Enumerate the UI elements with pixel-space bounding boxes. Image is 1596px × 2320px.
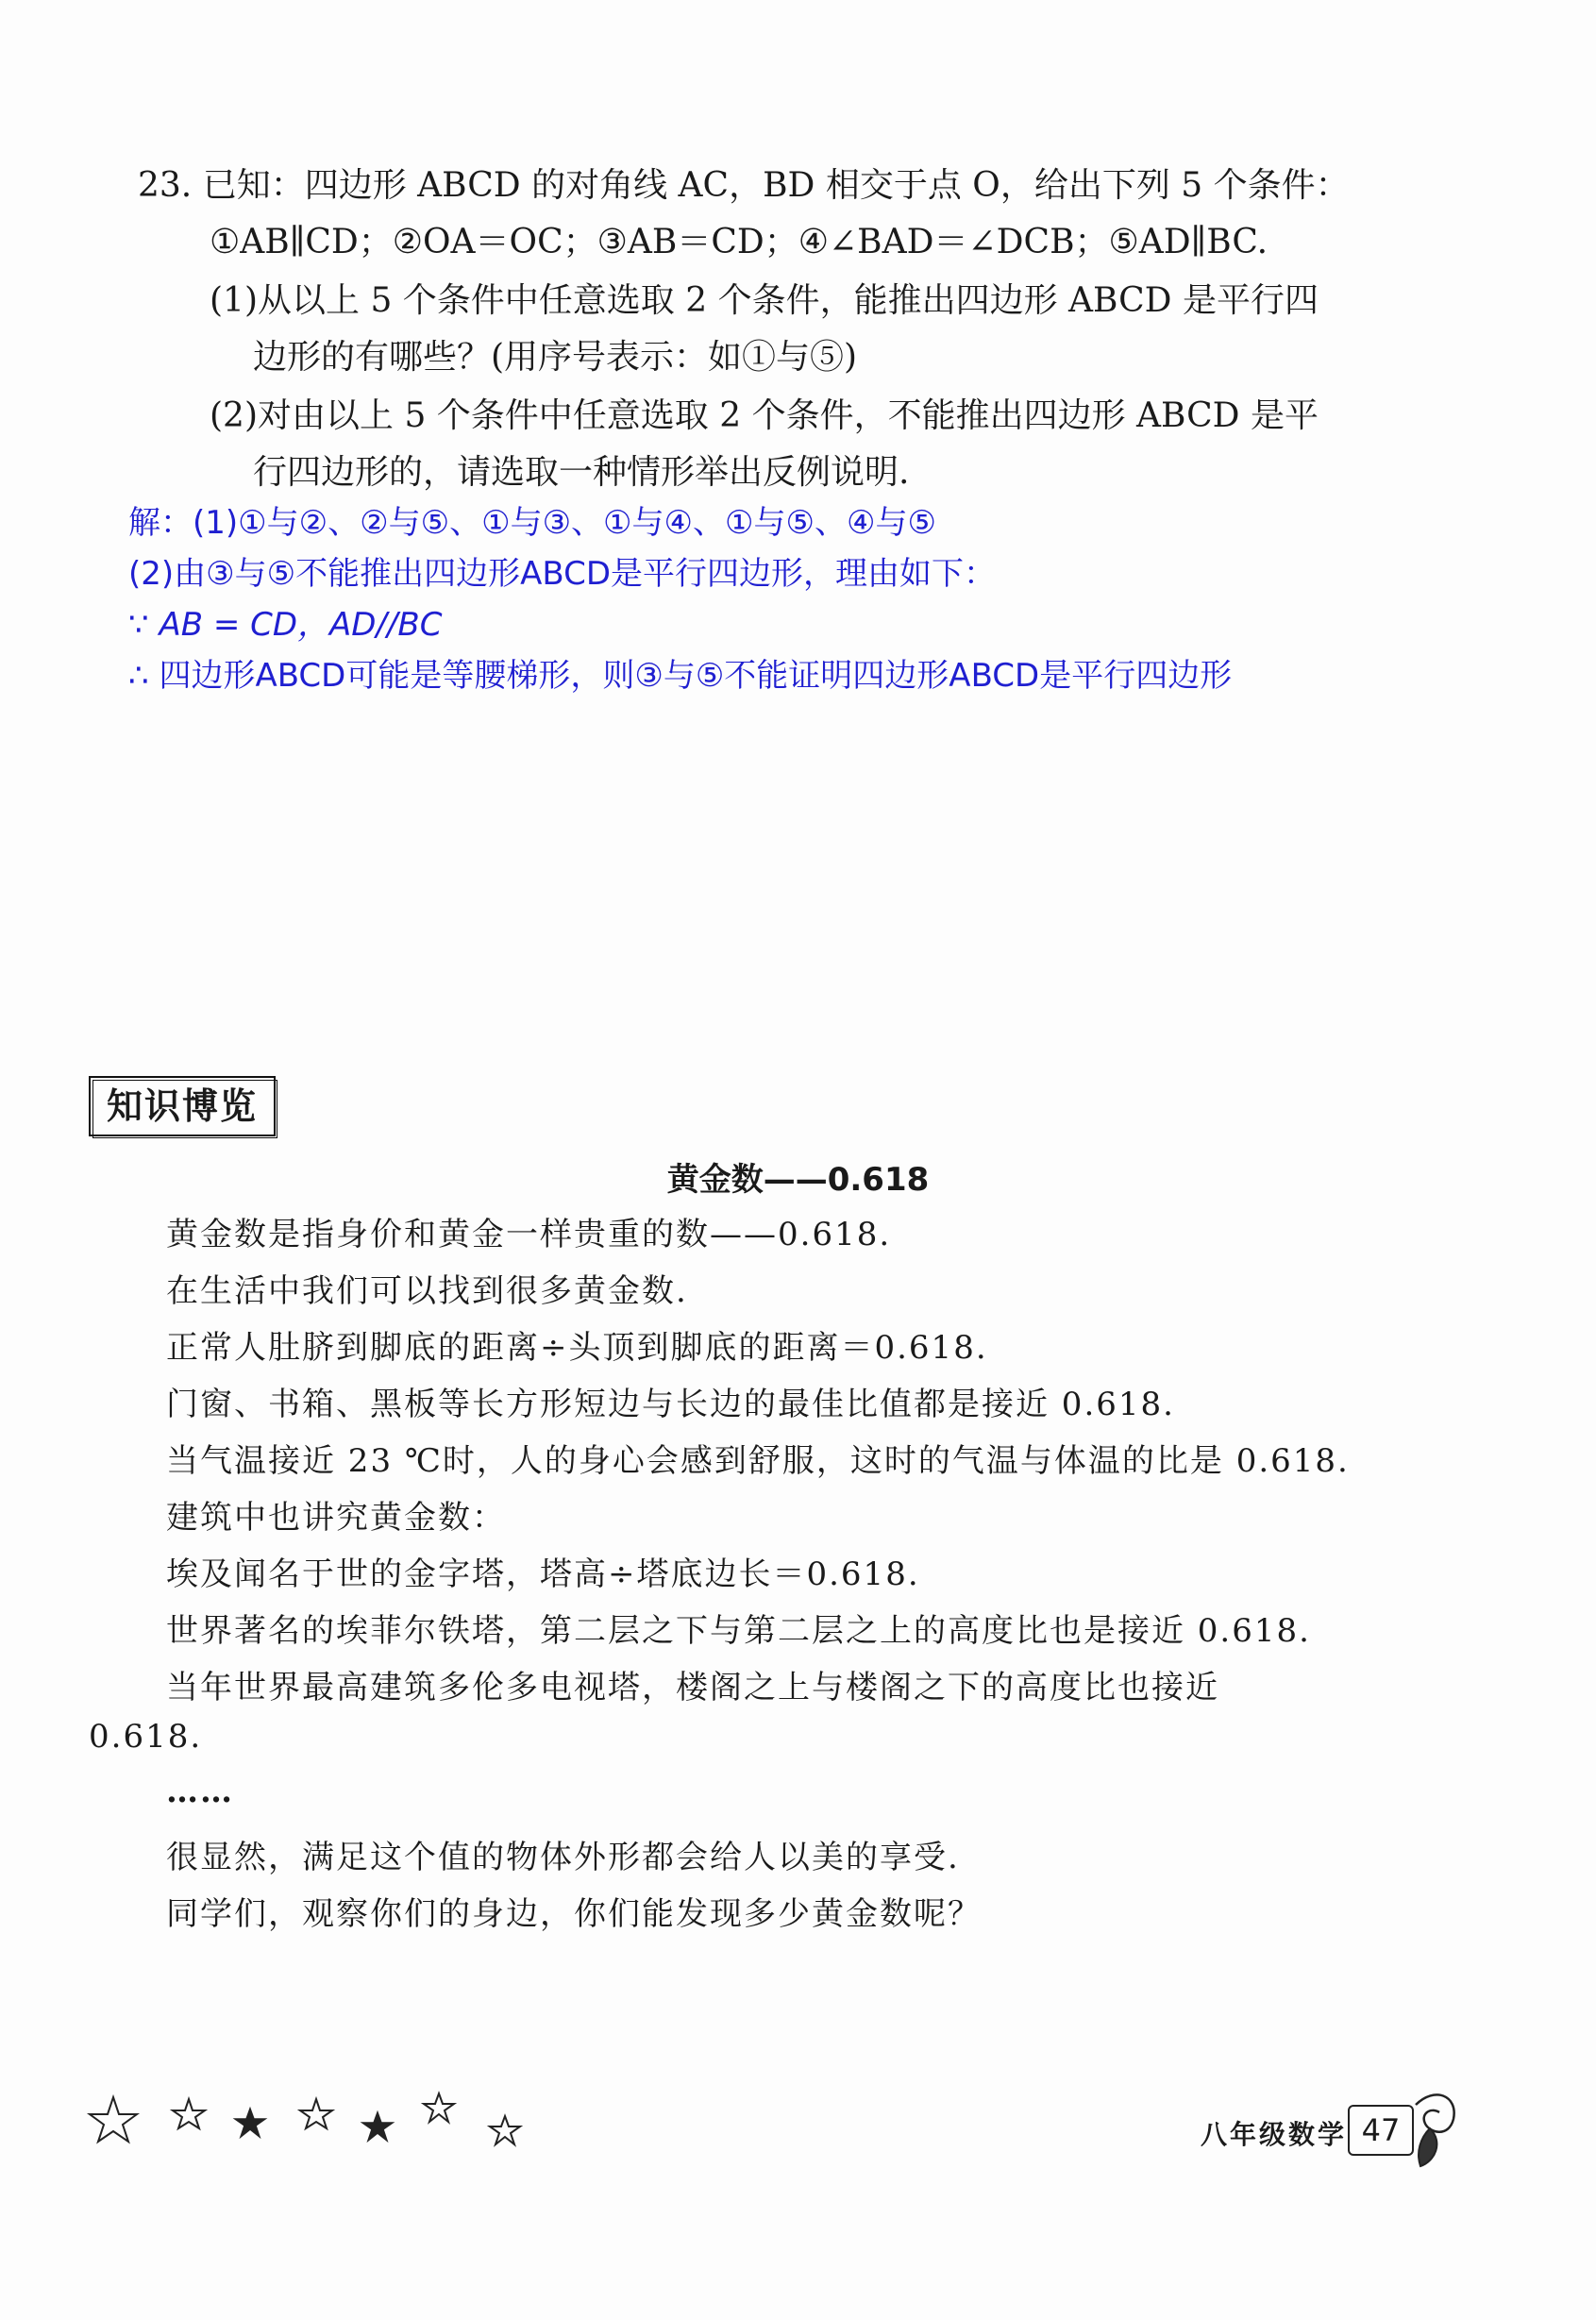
paragraph: 很显然，满足这个值的物体外形都会给人以美的享受.	[166, 1839, 960, 1876]
paragraph: 埃及闻名于世的金字塔，塔高÷塔底边长＝0.618.	[166, 1555, 920, 1593]
question-part1-line1: (1)从以上 5 个条件中任意选取 2 个条件，能推出四边形 ABCD 是平行四	[210, 281, 1319, 320]
paragraph: 当气温接近 23 ℃时，人的身心会感到舒服，这时的气温与体温的比是 0.618.	[166, 1442, 1350, 1480]
paragraph: 0.618.	[89, 1718, 203, 1756]
paragraph: 当年世界最高建筑多伦多电视塔，楼阁之上与楼阁之下的高度比也接近	[166, 1669, 1219, 1706]
star-icon	[235, 2109, 265, 2137]
question-conditions: ①AB∥CD；②OA＝OC；③AB＝CD；④∠BAD＝∠DCB；⑤AD∥BC.	[210, 223, 1268, 261]
star-icon	[90, 2097, 137, 2142]
page-number: 47	[1348, 2105, 1414, 2156]
paragraph: 门窗、书箱、黑板等长方形短边与长边的最佳比值都是接近 0.618.	[166, 1386, 1175, 1423]
answer-line3: ∵ AB = CD，AD//BC	[128, 606, 443, 644]
star-icon	[362, 2112, 393, 2141]
paragraph: 同学们，观察你们的身边，你们能发现多少黄金数呢？	[166, 1895, 982, 1933]
answer-line4: ∴ 四边形ABCD可能是等腰梯形，则③与⑤不能证明四边形ABCD是平行四边形	[128, 657, 1233, 695]
footer-label: 八年级数学	[1201, 2119, 1348, 2150]
question-part1-line2: 边形的有哪些？(用序号表示：如①与⑤)	[253, 338, 858, 377]
ellipsis: ……	[166, 1773, 234, 1810]
question-part2-line2: 行四边形的，请选取一种情形举出反例说明.	[253, 453, 910, 492]
section-title: 黄金数——0.618	[666, 1161, 930, 1199]
question-stem: 23. 已知：四边形 ABCD 的对角线 AC，BD 相交于点 O，给出下列 5 个条件：	[138, 166, 1350, 205]
paragraph: 世界著名的埃菲尔铁塔，第二层之下与第二层之上的高度比也是接近 0.618.	[166, 1612, 1311, 1650]
star-icon	[424, 2093, 454, 2122]
question-part2-line1: (2)对由以上 5 个条件中任意选取 2 个条件，不能推出四边形 ABCD 是平	[210, 396, 1319, 435]
leaf-icon	[1406, 2086, 1463, 2171]
star-icon	[490, 2116, 520, 2144]
star-decoration-icon	[85, 2086, 557, 2152]
star-icon	[300, 2099, 332, 2128]
answer-line2: (2)由③与⑤不能推出四边形ABCD是平行四边形，理由如下：	[128, 555, 997, 593]
section-label: 知识博览	[89, 1076, 276, 1136]
paragraph: 建筑中也讲究黄金数：	[166, 1499, 506, 1537]
star-icon	[173, 2099, 205, 2128]
paragraph: 在生活中我们可以找到很多黄金数.	[166, 1272, 688, 1310]
paragraph: 正常人肚脐到脚底的距离÷头顶到脚底的距离＝0.618.	[166, 1329, 988, 1367]
paragraph: 黄金数是指身价和黄金一样贵重的数——0.618.	[166, 1216, 892, 1253]
answer-line1: 解：(1)①与②、②与⑤、①与③、①与④、①与⑤、④与⑤	[128, 504, 936, 542]
